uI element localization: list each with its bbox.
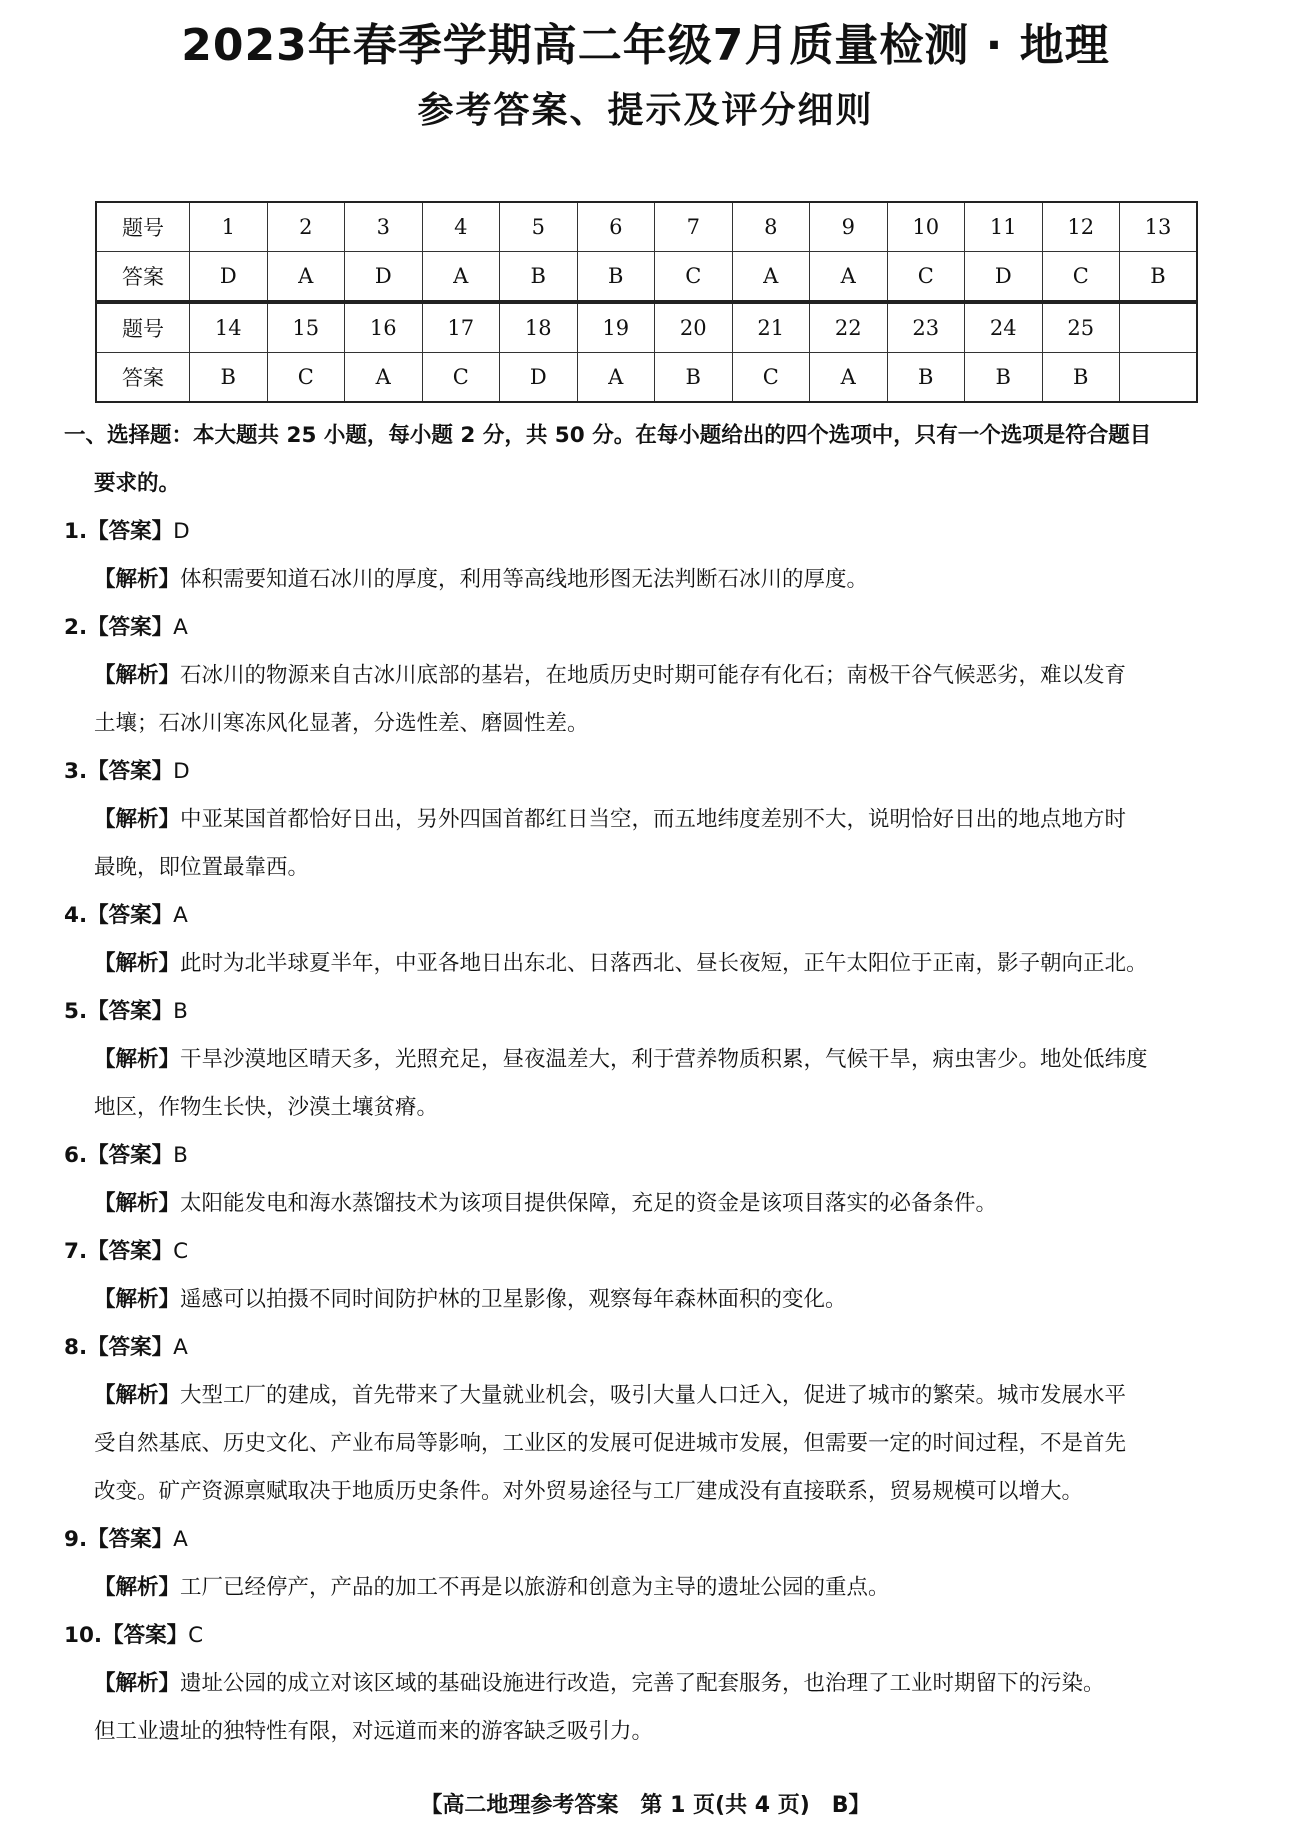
answer-cell: B <box>577 252 655 302</box>
section-intro-cont <box>64 460 1244 508</box>
analysis-line <box>64 940 1244 988</box>
question-number: 9. <box>64 1527 88 1552</box>
question-number-cell: 25 <box>1042 303 1120 353</box>
answer-value: C <box>188 1623 204 1648</box>
question-number-cell: 23 <box>887 303 965 353</box>
answer-item <box>64 1228 1244 1324</box>
answer-value: A <box>173 615 188 640</box>
question-number-cell: 3 <box>345 202 423 252</box>
analysis-tag: 【解析】 <box>94 567 181 592</box>
analysis-line <box>64 652 1244 700</box>
answer-cell: C <box>655 252 733 302</box>
answer-cell: A <box>577 353 655 403</box>
analysis-line <box>64 1372 1244 1420</box>
question-number-cell: 1 <box>190 202 268 252</box>
answer-tag: 【答案】 <box>102 1623 189 1648</box>
answer-cell: A <box>422 252 500 302</box>
answer-value: A <box>173 1527 188 1552</box>
answer-cell: B <box>500 252 578 302</box>
answer-item <box>64 748 1244 892</box>
answer-tag: 【答案】 <box>87 1143 174 1168</box>
answer-cell: A <box>810 252 888 302</box>
question-number-cell: 4 <box>422 202 500 252</box>
table-header-label: 题号 <box>96 202 190 252</box>
analysis-tag: 【解析】 <box>94 1047 181 1072</box>
answer-value: A <box>173 903 188 928</box>
question-number: 8. <box>64 1335 88 1360</box>
analysis-text: 此时为北半球夏半年，中亚各地日出东北、日落西北、昼长夜短，正午太阳位于正南，影子朝向正北。 <box>180 951 1148 976</box>
analysis-line <box>64 1036 1244 1084</box>
question-number: 2. <box>64 615 88 640</box>
analysis-line <box>64 1708 1244 1756</box>
analysis-text: 改变。矿产资源禀赋取决于地质历史条件。对外贸易途径与工厂建成没有直接联系，贸易规模可以增大。 <box>94 1479 1084 1504</box>
question-number: 10. <box>64 1623 103 1648</box>
answer-cell: D <box>345 252 423 302</box>
analysis-text: 石冰川的物源来自古冰川底部的基岩，在地质历史时期可能存有化石；南极干谷气候恶劣，难以发育 <box>180 663 1127 688</box>
answer-cell: D <box>190 252 268 302</box>
question-number-cell: 10 <box>887 202 965 252</box>
page-subtitle: 参考答案、提示及评分细则 <box>417 90 874 131</box>
analysis-tag: 【解析】 <box>94 1287 181 1312</box>
answer-table-top <box>95 201 1198 302</box>
analysis-line <box>64 844 1244 892</box>
answer-cell: C <box>267 353 345 403</box>
answer-cell: C <box>422 353 500 403</box>
analysis-tag: 【解析】 <box>94 1191 181 1216</box>
analysis-text: 太阳能发电和海水蒸馏技术为该项目提供保障，充足的资金是该项目落实的必备条件。 <box>180 1191 998 1216</box>
analysis-text: 受自然基底、历史文化、产业布局等影响，工业区的发展可促进城市发展，但需要一定的时间过程，不是首先 <box>94 1431 1127 1456</box>
answer-item <box>64 1324 1244 1516</box>
answer-cell: B <box>1120 252 1198 302</box>
question-number-cell: 20 <box>655 303 733 353</box>
answer-line <box>64 604 1244 652</box>
analysis-line <box>64 556 1244 604</box>
question-number-cell: 2 <box>267 202 345 252</box>
question-number-cell: 11 <box>965 202 1043 252</box>
answer-line <box>64 892 1244 940</box>
page-title: 2023年春季学期高二年级7月质量检测 · 地理 <box>181 20 1110 71</box>
answer-tag: 【答案】 <box>87 759 174 784</box>
answer-cell: D <box>500 353 578 403</box>
answer-line <box>64 1228 1244 1276</box>
answer-item <box>64 1612 1244 1756</box>
question-number-cell: 19 <box>577 303 655 353</box>
analysis-text: 遗址公园的成立对该区域的基础设施进行改造，完善了配套服务，也治理了工业时期留下的污染。 <box>180 1671 1105 1696</box>
answer-cell: B <box>965 353 1043 403</box>
analysis-line <box>64 796 1244 844</box>
answer-explanations <box>64 412 1244 1756</box>
answer-line <box>64 748 1244 796</box>
question-number-cell: 21 <box>732 303 810 353</box>
analysis-line <box>64 1180 1244 1228</box>
answer-cell: B <box>1042 353 1120 403</box>
answer-value: D <box>173 519 190 544</box>
section-intro-line2: 要求的。 <box>94 471 181 496</box>
answer-table-bottom <box>95 302 1198 403</box>
question-number: 5. <box>64 999 88 1024</box>
answer-value: B <box>173 1143 188 1168</box>
answer-cell: D <box>965 252 1043 302</box>
answer-cell <box>1120 353 1198 403</box>
question-number-cell: 5 <box>500 202 578 252</box>
answer-cell: A <box>732 252 810 302</box>
answer-cell: C <box>887 252 965 302</box>
answer-line <box>64 988 1244 1036</box>
analysis-line <box>64 700 1244 748</box>
answer-cell: B <box>655 353 733 403</box>
answer-value: A <box>173 1335 188 1360</box>
analysis-line <box>64 1420 1244 1468</box>
analysis-text: 遥感可以拍摄不同时间防护林的卫星影像，观察每年森林面积的变化。 <box>180 1287 847 1312</box>
question-number-cell: 15 <box>267 303 345 353</box>
table-row-numbers <box>96 303 1197 353</box>
answer-item <box>64 508 1244 604</box>
answer-tag: 【答案】 <box>87 615 174 640</box>
analysis-text: 中亚某国首都恰好日出，另外四国首都红日当空，而五地纬度差别不大，说明恰好日出的地点地方时 <box>180 807 1127 832</box>
answer-cell: A <box>267 252 345 302</box>
answer-cell: A <box>810 353 888 403</box>
question-number-cell: 7 <box>655 202 733 252</box>
section-intro-line1: 一、选择题：本大题共 25 小题，每小题 2 分，共 50 分。在每小题给出的四个选项中，只有一个选项是符合题目 <box>64 423 1152 448</box>
question-number-cell: 22 <box>810 303 888 353</box>
analysis-text: 最晚，即位置最靠西。 <box>94 855 310 880</box>
analysis-text: 体积需要知道石冰川的厚度，利用等高线地形图无法判断石冰川的厚度。 <box>180 567 869 592</box>
answer-cell: A <box>345 353 423 403</box>
analysis-tag: 【解析】 <box>94 951 181 976</box>
answer-line <box>64 508 1244 556</box>
answer-tag: 【答案】 <box>87 1239 174 1264</box>
answer-value: C <box>173 1239 189 1264</box>
answer-item <box>64 1516 1244 1612</box>
answer-value: D <box>173 759 190 784</box>
question-number: 4. <box>64 903 88 928</box>
analysis-text: 工厂已经停产，产品的加工不再是以旅游和创意为主导的遗址公园的重点。 <box>180 1575 890 1600</box>
table-row-answers <box>96 353 1197 403</box>
table-answer-label: 答案 <box>96 252 190 302</box>
table-row-numbers <box>96 202 1197 252</box>
question-number-cell: 14 <box>190 303 268 353</box>
question-number-cell <box>1120 303 1198 353</box>
question-number-cell: 13 <box>1120 202 1198 252</box>
analysis-tag: 【解析】 <box>94 663 181 688</box>
question-number-cell: 17 <box>422 303 500 353</box>
answer-tag: 【答案】 <box>87 903 174 928</box>
analysis-tag: 【解析】 <box>94 1671 181 1696</box>
analysis-line <box>64 1276 1244 1324</box>
analysis-line <box>64 1564 1244 1612</box>
answer-value: B <box>173 999 188 1024</box>
analysis-line <box>64 1084 1244 1132</box>
question-number-cell: 8 <box>732 202 810 252</box>
question-number-cell: 9 <box>810 202 888 252</box>
answer-line <box>64 1516 1244 1564</box>
answer-cell: B <box>190 353 268 403</box>
answer-items <box>64 508 1244 1756</box>
analysis-text: 地区，作物生长快，沙漠土壤贫瘠。 <box>94 1095 439 1120</box>
question-number: 6. <box>64 1143 88 1168</box>
question-number-cell: 18 <box>500 303 578 353</box>
question-number: 7. <box>64 1239 88 1264</box>
answer-item <box>64 988 1244 1132</box>
analysis-text: 土壤；石冰川寒冻风化显著，分选性差、磨圆性差。 <box>94 711 589 736</box>
analysis-tag: 【解析】 <box>94 1575 181 1600</box>
analysis-text: 但工业遗址的独特性有限，对远道而来的游客缺乏吸引力。 <box>94 1719 654 1744</box>
answer-cell: C <box>732 353 810 403</box>
analysis-text: 干旱沙漠地区晴天多，光照充足，昼夜温差大，利于营养物质积累，气候干旱，病虫害少。地处低纬度 <box>180 1047 1148 1072</box>
answer-line <box>64 1324 1244 1372</box>
answer-item <box>64 1132 1244 1228</box>
answer-tag: 【答案】 <box>87 1527 174 1552</box>
table-header-label: 题号 <box>96 303 190 353</box>
question-number-cell: 6 <box>577 202 655 252</box>
table-row-answers <box>96 252 1197 302</box>
analysis-line <box>64 1468 1244 1516</box>
answer-cell: C <box>1042 252 1120 302</box>
question-number: 1. <box>64 519 88 544</box>
question-number-cell: 16 <box>345 303 423 353</box>
answer-item <box>64 604 1244 748</box>
question-number-cell: 12 <box>1042 202 1120 252</box>
analysis-line <box>64 1660 1244 1708</box>
page-footer: 【高二地理参考答案 第 1 页(共 4 页) B】 <box>420 1793 871 1818</box>
answer-cell: B <box>887 353 965 403</box>
answer-tag: 【答案】 <box>87 1335 174 1360</box>
analysis-text: 大型工厂的建成，首先带来了大量就业机会，吸引大量人口迁入，促进了城市的繁荣。城市发展水平 <box>180 1383 1127 1408</box>
section-intro <box>64 412 1244 460</box>
analysis-tag: 【解析】 <box>94 1383 181 1408</box>
table-answer-label: 答案 <box>96 353 190 403</box>
question-number-cell: 24 <box>965 303 1043 353</box>
answer-item <box>64 892 1244 988</box>
answer-line <box>64 1132 1244 1180</box>
answer-tag: 【答案】 <box>87 999 174 1024</box>
question-number: 3. <box>64 759 88 784</box>
answer-tag: 【答案】 <box>87 519 174 544</box>
analysis-tag: 【解析】 <box>94 807 181 832</box>
answer-line <box>64 1612 1244 1660</box>
